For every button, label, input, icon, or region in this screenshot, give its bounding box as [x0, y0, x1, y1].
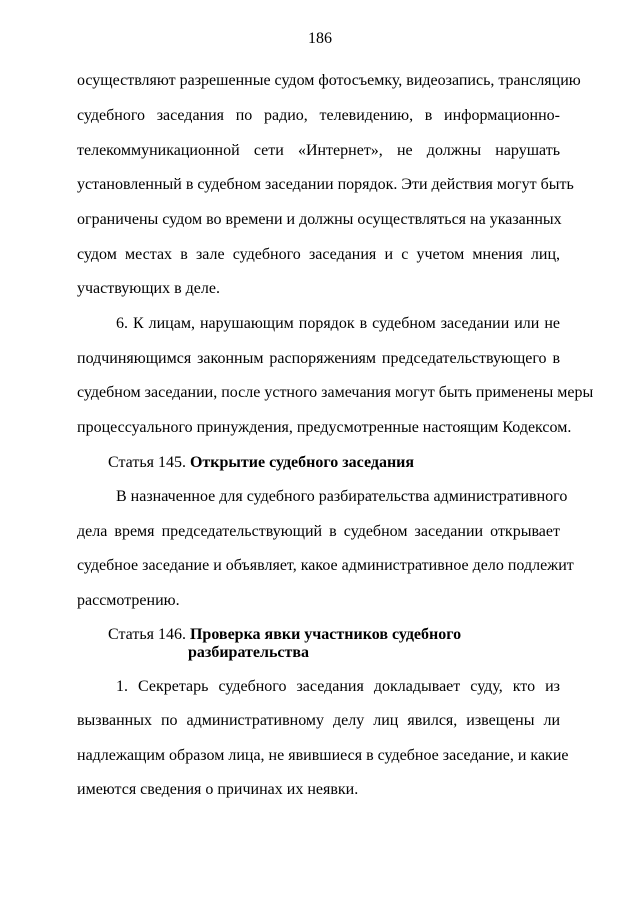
- article-146-heading: [108, 625, 461, 645]
- text-line: дела время председательствующий в судебном заседании открывает: [77, 523, 560, 540]
- article-title-continued: разбирательства: [188, 644, 310, 661]
- text-line: судебного заседания по радио, телевидению, в информационно-: [77, 107, 560, 124]
- article-number: Статья 145.: [108, 454, 186, 471]
- text-line: телекоммуникационной сети «Интернет», не должны нарушать: [77, 142, 560, 159]
- text-line: В назначенное для судебного разбирательства административного: [116, 488, 568, 505]
- page-number: 186: [308, 30, 332, 47]
- text-line: судебном заседании, после устного замечания могут быть применены меры: [77, 384, 594, 401]
- text-line: рассмотрению.: [77, 592, 180, 609]
- text-line: надлежащим образом лица, не явившиеся в судебное заседание, и какие: [77, 747, 569, 764]
- text-line: вызванных по административному делу лиц явился, извещены ли: [77, 712, 560, 729]
- text-line: судебное заседание и объявляет, какое административное дело подлежит: [77, 557, 574, 574]
- text-line: процессуального принуждения, предусмотренные настоящим Кодексом.: [77, 419, 572, 436]
- text-line: имеются сведения о причинах их неявки.: [77, 781, 359, 798]
- text-line: осуществляют разрешенные судом фотосъемку, видеозапись, трансляцию: [77, 72, 581, 89]
- article-title: Открытие судебного заседания: [189, 454, 415, 471]
- text-line: ограничены судом во времени и должны осуществляться на указанных: [77, 211, 562, 228]
- article-number: Статья 146.: [108, 626, 186, 643]
- text-line: установленный в судебном заседании порядок. Эти действия могут быть: [77, 176, 574, 193]
- text-line: подчиняющимся законным распоряжениям председательствующего в: [77, 350, 560, 367]
- article-145-heading: [108, 453, 414, 473]
- article-title: Проверка явки участников судебного: [189, 626, 462, 643]
- text-line: 1. Секретарь судебного заседания докладывает суду, кто из: [116, 678, 560, 695]
- text-line: 6. К лицам, нарушающим порядок в судебном заседании или не: [116, 315, 560, 332]
- text-line: участвующих в деле.: [77, 280, 220, 297]
- text-line: судом местах в зале судебного заседания и с учетом мнения лиц,: [77, 246, 560, 263]
